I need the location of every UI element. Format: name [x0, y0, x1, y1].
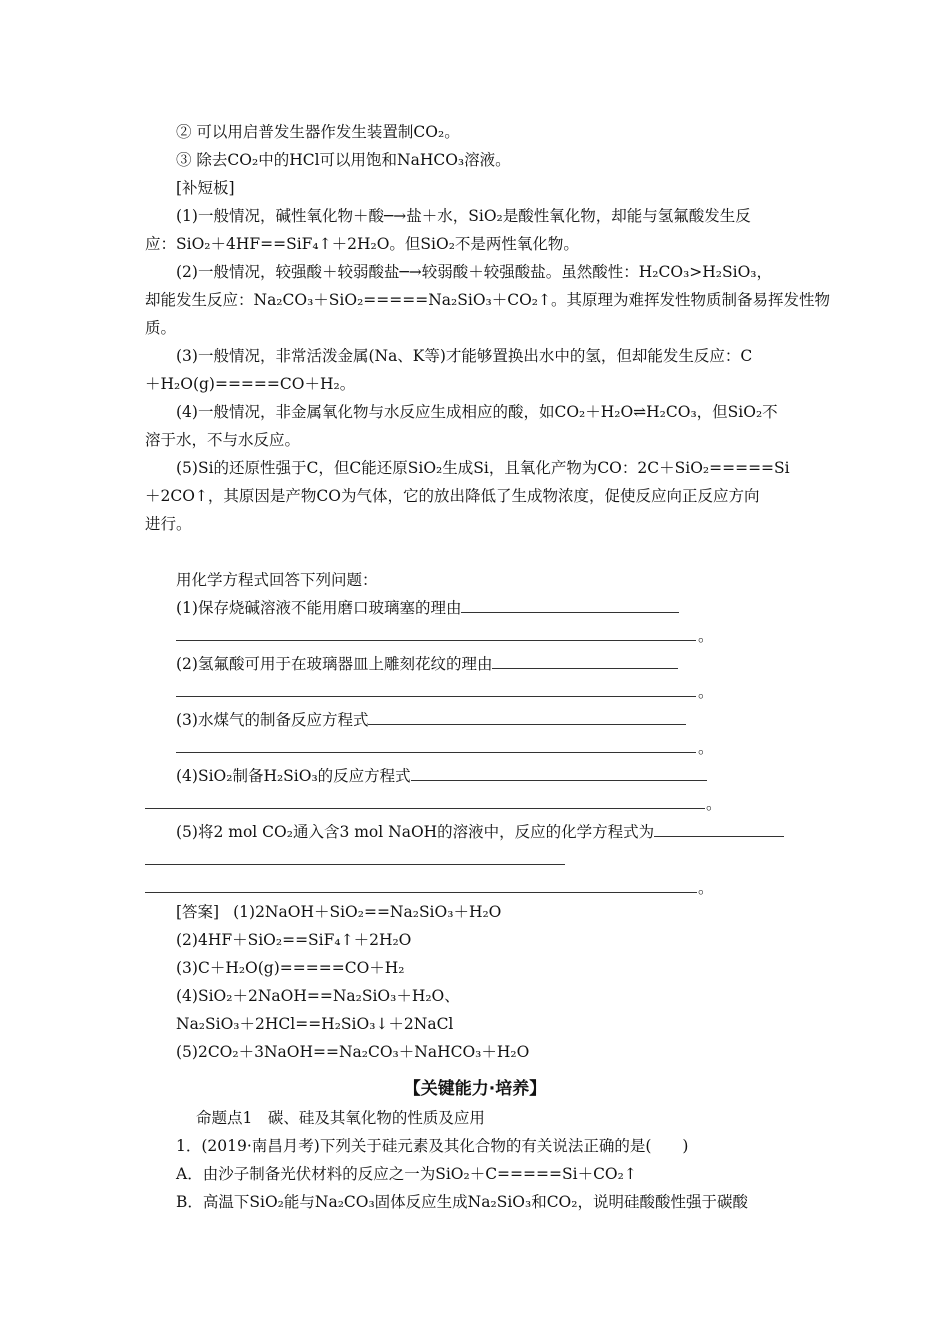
point-2-line-1: (2)一般情况，较强酸＋较弱酸盐─→较弱酸＋较强酸盐。虽然酸性：H₂CO₃>H₂SiO₃，: [176, 263, 773, 281]
question-1-text: (1)保存烧碱溶液不能用磨口玻璃塞的理由: [176, 599, 462, 617]
end-mark-3: 。: [698, 739, 714, 757]
option-a: A．由沙子制备光伏材料的反应之一为SiO₂＋C=====Si＋CO₂↑: [176, 1165, 637, 1183]
question-2: [176, 654, 678, 674]
note-2: ② 可以用启普发生器作发生装置制CO₂。: [176, 123, 460, 141]
end-mark-4: 。: [706, 795, 722, 813]
point-2-line-3: 质。: [145, 319, 177, 337]
topic-heading: 命题点1 碳、硅及其氧化物的性质及应用: [196, 1109, 485, 1127]
answer-label: [答案]: [176, 903, 220, 921]
supplement-label: [补短板]: [176, 179, 235, 197]
answer-4-line-1: (4)SiO₂＋2NaOH==Na₂SiO₃＋H₂O、: [176, 987, 460, 1005]
question-1: [176, 598, 679, 618]
question-5: [176, 822, 784, 842]
question-item-1: 1．(2019·南昌月考)下列关于硅元素及其化合物的有关说法正确的是( ): [176, 1137, 689, 1155]
answer-3: (3)C＋H₂O(g)=====CO＋H₂: [176, 959, 405, 977]
point-4-line-1: (4)一般情况，非金属氧化物与水反应生成相应的酸，如CO₂＋H₂O⇌H₂CO₃，但SiO₂不: [176, 403, 778, 421]
answer-5: (5)2CO₂＋3NaOH==Na₂CO₃＋NaHCO₃＋H₂O: [176, 1043, 530, 1061]
questions-intro: 用化学方程式回答下列问题：: [176, 571, 378, 589]
answer-blank-4a[interactable]: [411, 766, 707, 781]
point-1-line-2: 应：SiO₂＋4HF==SiF₄↑＋2H₂O。但SiO₂不是两性氧化物。: [145, 235, 579, 253]
answer-1-text: (1)2NaOH＋SiO₂==Na₂SiO₃＋H₂O: [233, 903, 502, 921]
answer-blank-4b[interactable]: [145, 808, 705, 809]
answer-4-line-2: Na₂SiO₃＋2HCl==H₂SiO₃↓＋2NaCl: [176, 1015, 454, 1033]
answer-blank-5a[interactable]: [654, 822, 784, 837]
answer-blank-1a[interactable]: [461, 598, 679, 613]
question-3: [176, 710, 686, 730]
answer-blank-3a[interactable]: [368, 710, 686, 725]
note-3: ③ 除去CO₂中的HCl可以用饱和NaHCO₃溶液。: [176, 151, 511, 169]
point-1-line-1: (1)一般情况，碱性氧化物＋酸─→盐＋水，SiO₂是酸性氧化物，却能与氢氟酸发生反: [176, 207, 751, 225]
option-b: B．高温下SiO₂能与Na₂CO₃固体反应生成Na₂SiO₃和CO₂，说明硅酸酸性强于碳酸: [176, 1193, 748, 1211]
point-2-line-2: 却能发生反应：Na₂CO₃＋SiO₂=====Na₂SiO₃＋CO₂↑。其原理为难挥发性物质制备易挥发性物: [145, 291, 831, 309]
point-4-line-2: 溶于水，不与水反应。: [145, 431, 301, 449]
question-4-text: (4)SiO₂制备H₂SiO₃的反应方程式: [176, 767, 411, 785]
end-mark-2: 。: [698, 683, 714, 701]
end-mark-5: 。: [698, 879, 714, 897]
answer-blank-2a[interactable]: [492, 654, 678, 669]
answer-blank-5b[interactable]: [145, 864, 565, 865]
question-5-text: (5)将2 mol CO₂通入含3 mol NaOH的溶液中，反应的化学方程式为: [176, 823, 655, 841]
point-5-line-2: ＋2CO↑，其原因是产物CO为气体，它的放出降低了生成物浓度，促使反应向正反应方向: [145, 487, 760, 505]
section-title: 【关键能力·培养】: [403, 1079, 547, 1099]
question-4: [176, 766, 707, 786]
point-5-line-3: 进行。: [145, 515, 192, 533]
answer-2: (2)4HF＋SiO₂==SiF₄↑＋2H₂O: [176, 931, 412, 949]
answer-blank-3b[interactable]: [176, 752, 696, 753]
answer-blank-2b[interactable]: [176, 696, 696, 697]
answer-blank-1b[interactable]: [176, 640, 696, 641]
point-3-line-2: ＋H₂O(g)=====CO＋H₂。: [145, 375, 356, 393]
question-2-text: (2)氢氟酸可用于在玻璃器皿上雕刻花纹的理由: [176, 655, 493, 673]
end-mark-1: 。: [698, 627, 714, 645]
point-5-line-1: (5)Si的还原性强于C，但C能还原SiO₂生成Si，且氧化产物为CO：2C＋SiO₂=====Si: [176, 459, 790, 477]
answer-blank-5c[interactable]: [145, 892, 697, 893]
point-3-line-1: (3)一般情况，非常活泼金属(Na、K等)才能够置换出水中的氢，但却能发生反应：C: [176, 347, 753, 365]
answer-1: [176, 902, 501, 922]
question-3-text: (3)水煤气的制备反应方程式: [176, 711, 369, 729]
